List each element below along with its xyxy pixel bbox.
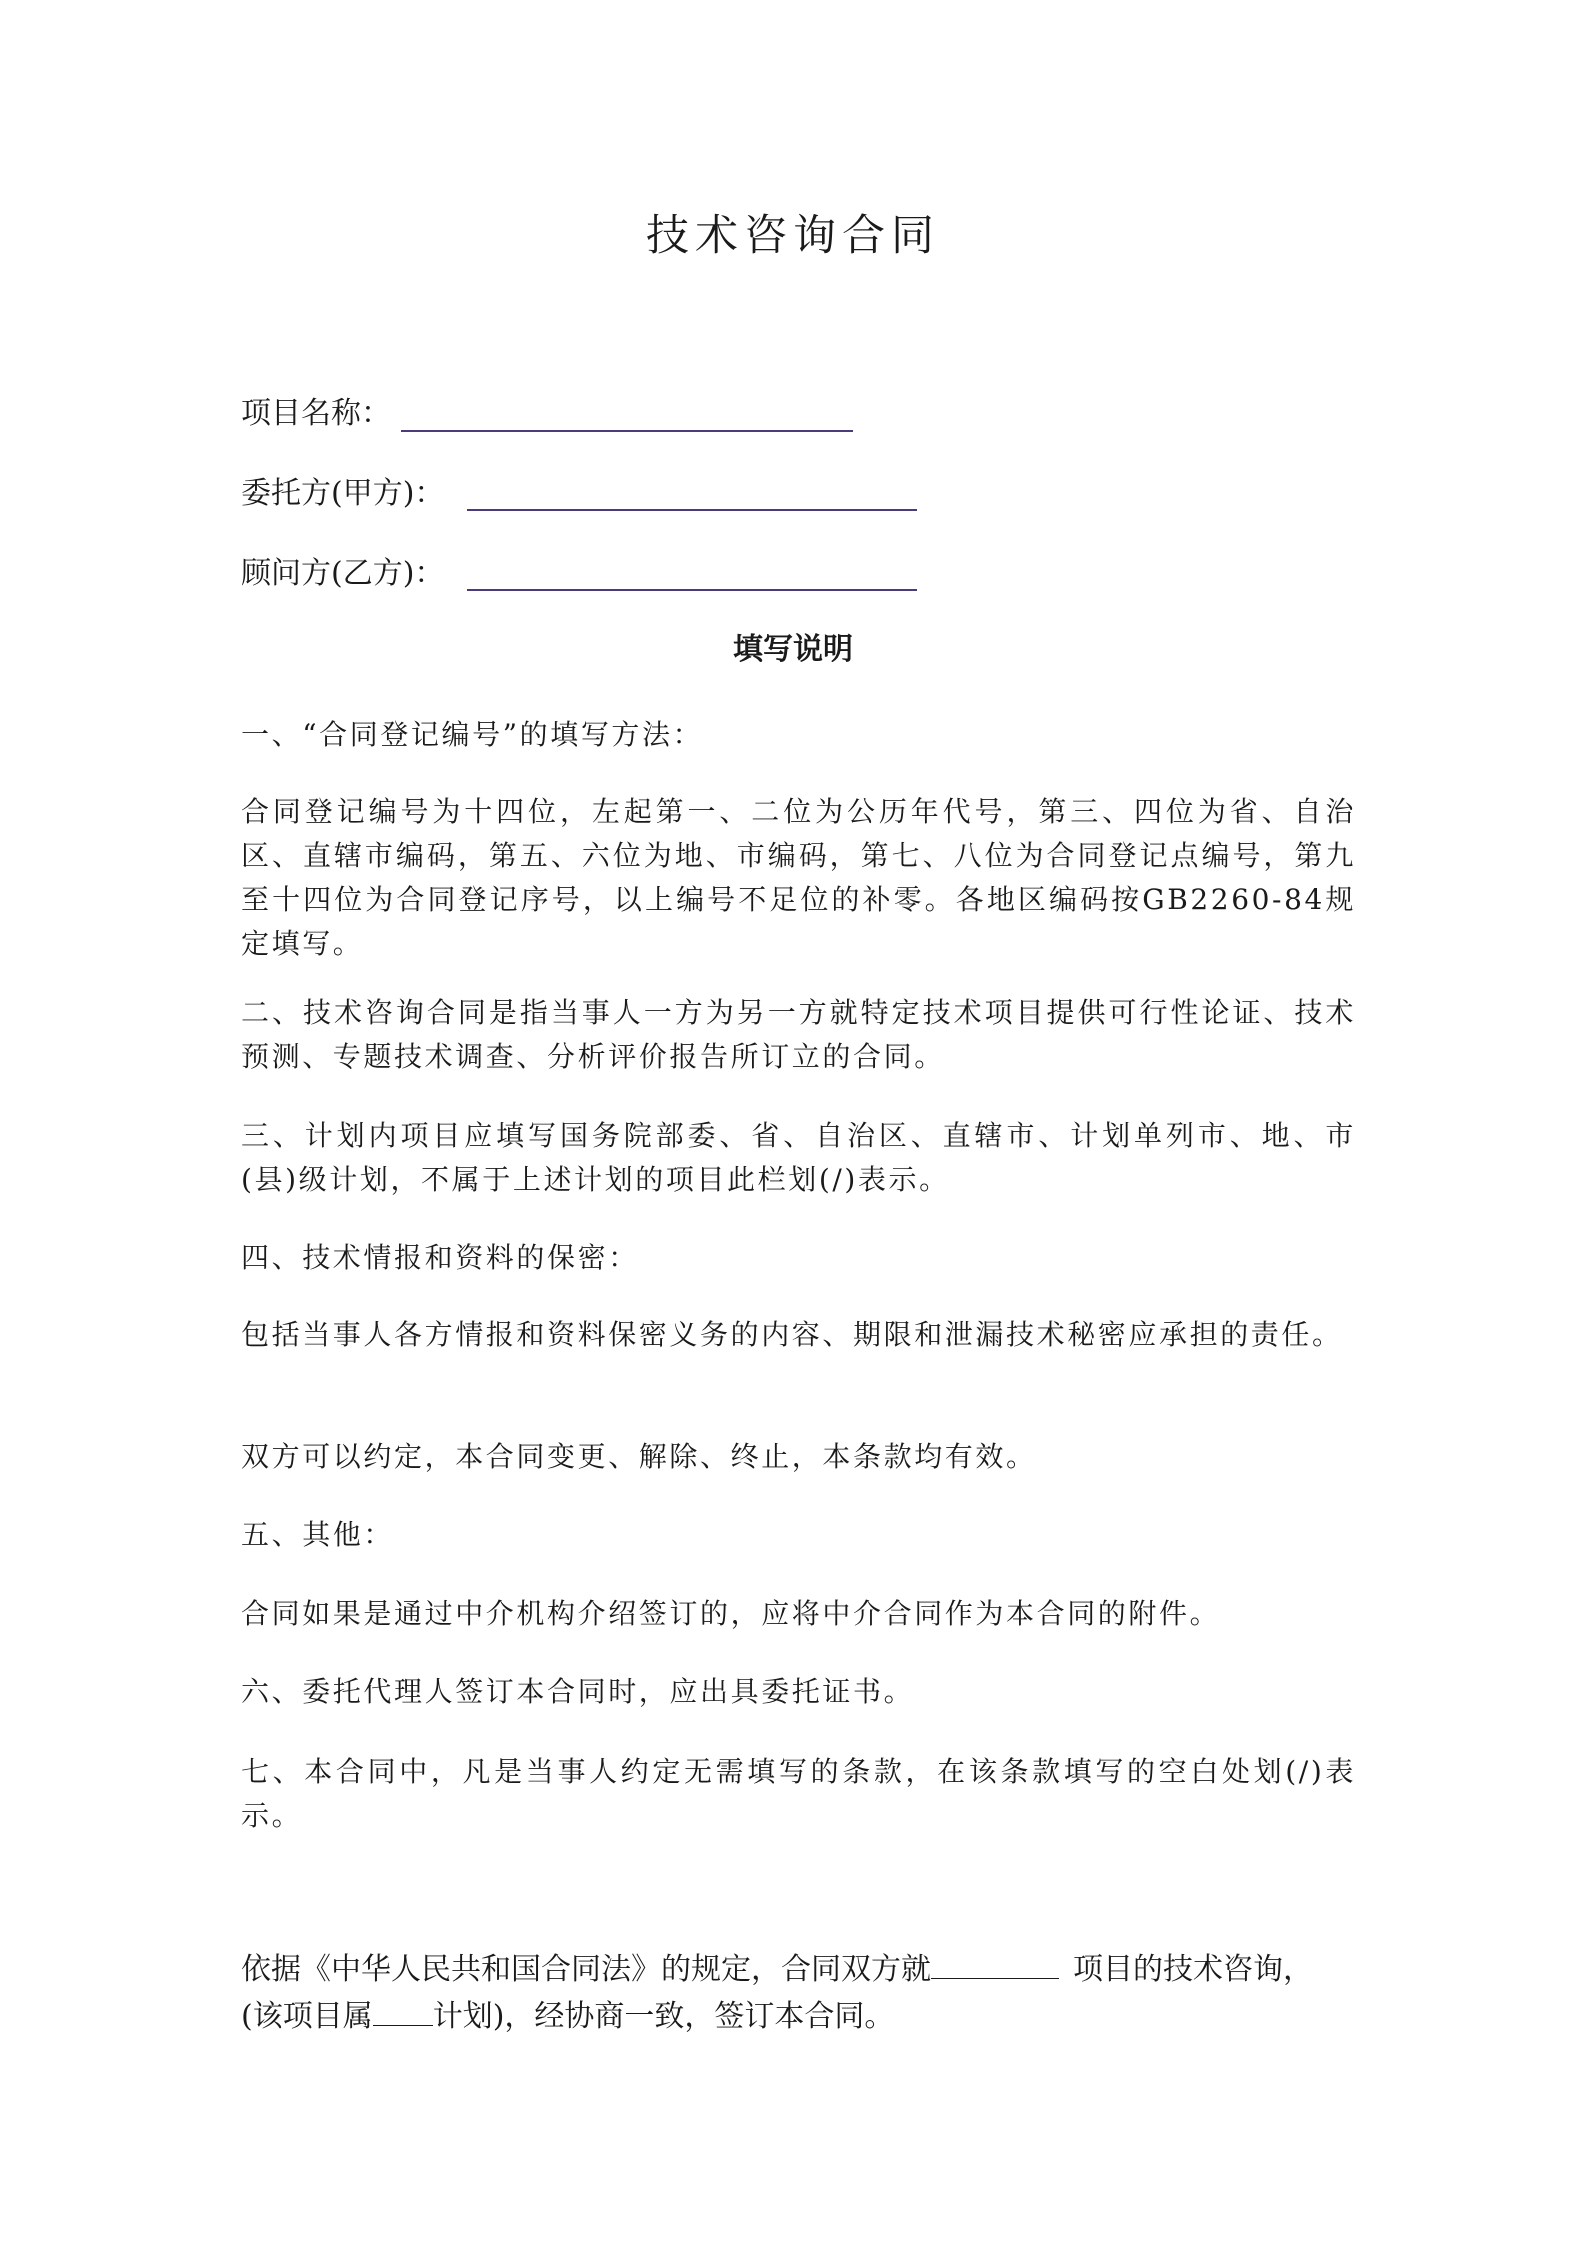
client-blank[interactable] [467, 509, 917, 511]
closing-part-1: 依据《中华人民共和国合同法》的规定，合同双方就 [241, 1952, 931, 1987]
plan-blank[interactable] [373, 1997, 433, 2026]
closing-part-3: (该项目属 [241, 1999, 373, 2034]
closing-part-2: 项目的技术咨询， [1073, 1952, 1313, 1987]
instruction-item-1-body: 合同登记编号为十四位，左起第一、二位为公历年代号，第三、四位为省、自治区、直辖市编码，第五、六位为地、市编码，第七、八位为合同登记点编号，第九至十四位为合同登记序号，以上编号不足位的补零。各地区编码按GB2260-84规定填写。 [241, 795, 1356, 960]
consultant-label: 顾问方(乙方)： [241, 556, 445, 591]
instructions-heading: 填写说明 [733, 632, 853, 667]
instruction-item-5-body: 合同如果是通过中介机构介绍签订的，应将中介合同作为本合同的附件。 [241, 1597, 1221, 1630]
instruction-item-3: 三、计划内项目应填写国务院部委、省、自治区、直辖市、计划单列市、地、市(县)级计划，不属于上述计划的项目此栏划(/)表示。 [241, 1119, 1356, 1196]
instruction-item-6: 六、委托代理人签订本合同时，应出具委托证书。 [241, 1675, 915, 1708]
project-name-field [241, 394, 391, 434]
client-field [241, 474, 444, 514]
document-title: 技术咨询合同 [646, 211, 940, 261]
consultant-blank[interactable] [467, 589, 917, 591]
instruction-item-4-body: 包括当事人各方情报和资料保密义务的内容、期限和泄漏技术秘密应承担的责任。 [241, 1318, 1343, 1351]
instruction-item-4-heading: 四、技术情报和资料的保密： [241, 1241, 639, 1274]
instruction-item-4-note: 双方可以约定，本合同变更、解除、终止，本条款均有效。 [241, 1440, 1037, 1473]
instruction-item-1-heading: 一、“合同登记编号”的填写方法： [241, 718, 704, 751]
project-name-label: 项目名称： [241, 396, 391, 431]
project-blank[interactable] [931, 1950, 1059, 1979]
closing-part-4: 计划)，经协商一致，签订本合同。 [432, 1999, 895, 2034]
closing-statement [241, 1946, 1356, 2040]
project-name-blank[interactable] [401, 430, 853, 432]
instruction-item-2: 二、技术咨询合同是指当事人一方为另一方就特定技术项目提供可行性论证、技术预测、专题技术调查、分析评价报告所订立的合同。 [241, 996, 1356, 1073]
instruction-item-5-heading: 五、其他： [241, 1518, 395, 1551]
instruction-item-7: 七、本合同中，凡是当事人约定无需填写的条款，在该条款填写的空白处划(/)表示。 [241, 1755, 1356, 1832]
client-label: 委托方(甲方)： [241, 476, 445, 511]
consultant-field [241, 554, 444, 594]
